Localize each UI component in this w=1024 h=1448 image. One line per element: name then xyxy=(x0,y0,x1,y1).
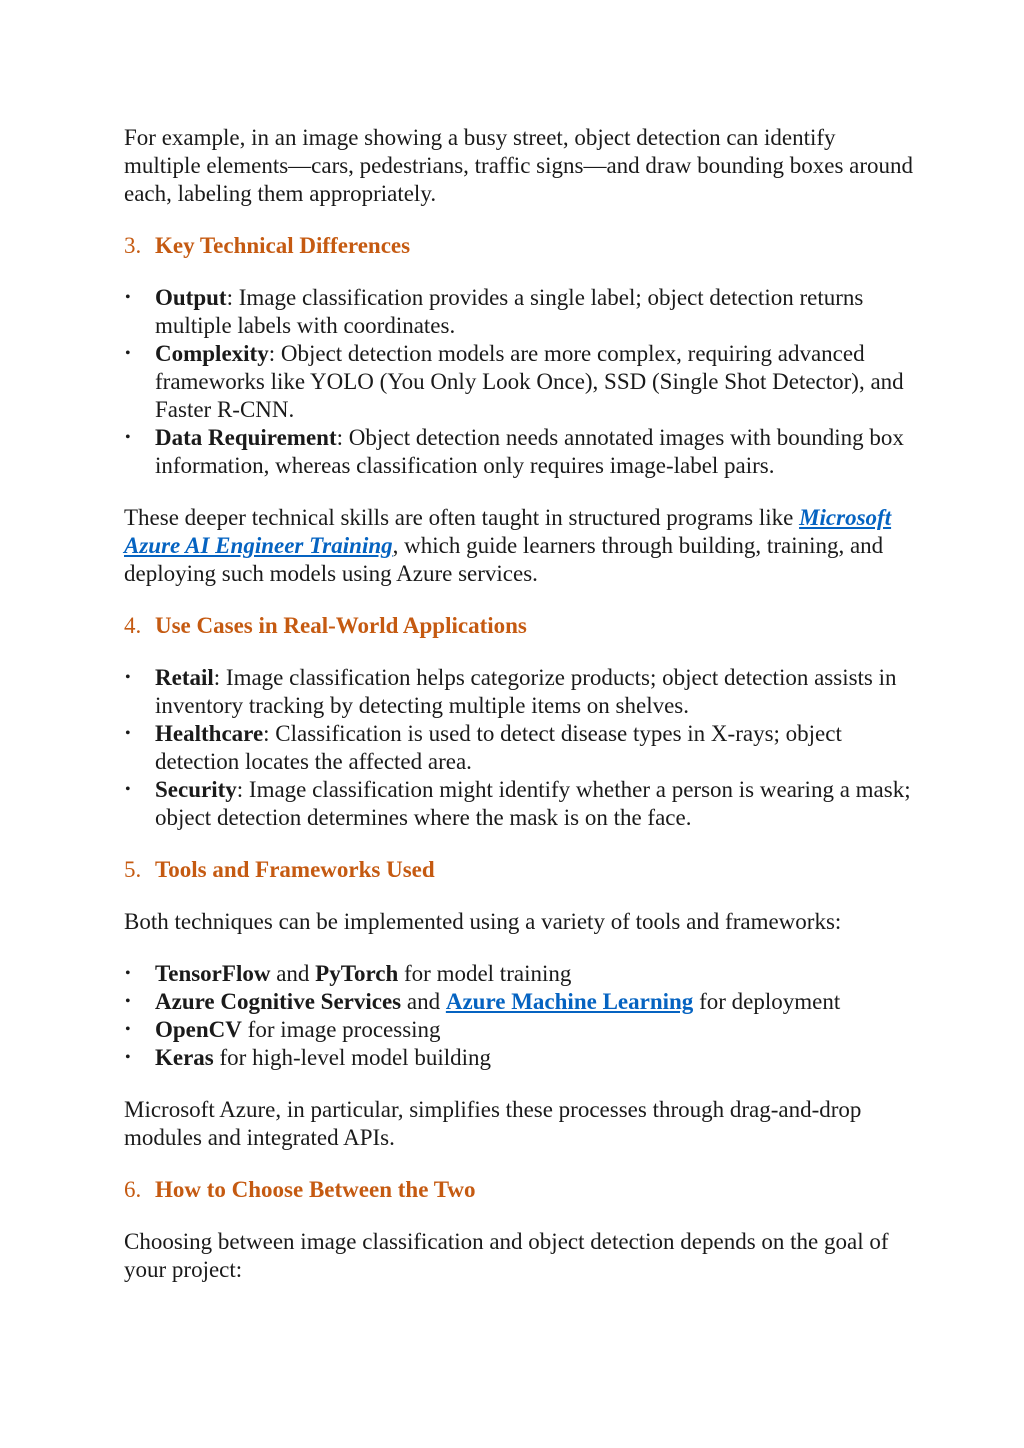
list-item-term: Data Requirement xyxy=(155,425,337,450)
azure-ai-engineer-training-link[interactable]: Microsoft Azure AI Engineer Training xyxy=(124,505,892,558)
section-3-title: Key Technical Differences xyxy=(155,233,411,258)
section-6-number: 6. xyxy=(124,1177,142,1202)
intro-paragraph: For example, in an image showing a busy street, object detection can identify multiple elements—cars, pedestrians, traffic signs—and draw bounding boxes around each, labeling them appropriately. xyxy=(124,125,914,206)
list-item-text: for high-level model building xyxy=(213,1045,491,1070)
training-text-before: These deeper technical skills are often taught in structured programs like xyxy=(124,505,800,530)
list-item xyxy=(124,424,914,480)
bullet-icon: • xyxy=(125,429,131,446)
section-5-number: 5. xyxy=(124,857,142,882)
list-item xyxy=(124,1016,914,1044)
section-5-title: Tools and Frameworks Used xyxy=(155,857,435,882)
section-6-heading xyxy=(124,1176,914,1204)
training-text-after: , which guide learners through building, training, and deploying such models using Azure services. xyxy=(124,533,884,586)
choose-paragraph: Choosing between image classification and object detection depends on the goal of your project: xyxy=(124,1229,889,1282)
list-item xyxy=(124,776,914,832)
list-item xyxy=(124,720,914,776)
bullet-icon: • xyxy=(125,993,131,1010)
section-3-list xyxy=(124,284,914,480)
document-page xyxy=(124,124,914,1308)
azure-machine-learning-link[interactable]: Azure Machine Learning xyxy=(445,989,694,1014)
list-item-text: : Image classification might identify whether a person is wearing a mask; object detection determines where the mask is on the face. xyxy=(155,777,911,830)
section-4-number: 4. xyxy=(124,613,142,638)
list-item xyxy=(124,340,914,424)
bullet-icon: • xyxy=(125,781,131,798)
section-6-title: How to Choose Between the Two xyxy=(155,1177,476,1202)
section-4-list xyxy=(124,664,914,832)
tool-name: TensorFlow xyxy=(155,961,271,986)
list-item-text: for image processing xyxy=(241,1017,441,1042)
training-paragraph xyxy=(124,504,914,588)
section-4-title: Use Cases in Real-World Applications xyxy=(155,613,527,638)
list-item xyxy=(124,664,914,720)
list-item xyxy=(124,988,914,1016)
bullet-icon: • xyxy=(125,289,131,306)
bullet-icon: • xyxy=(125,345,131,362)
bullet-icon: • xyxy=(125,725,131,742)
section-5-heading xyxy=(124,856,914,884)
list-item-text: : Object detection models are more complex, requiring advanced frameworks like YOLO (You Only Look Once), SSD (Single Shot Detector), and Faster R-CNN. xyxy=(155,341,904,422)
list-item-term: Healthcare xyxy=(155,721,264,746)
list-item-term: Complexity xyxy=(155,341,269,366)
bullet-icon: • xyxy=(125,1049,131,1066)
list-item-text: : Object detection needs annotated images with bounding box information, whereas classification only requires image-label pairs. xyxy=(155,425,904,478)
list-item xyxy=(124,284,914,340)
tool-name: Keras xyxy=(155,1045,214,1070)
bullet-icon: • xyxy=(125,1021,131,1038)
tools-list xyxy=(124,960,914,1072)
tools-intro-paragraph: Both techniques can be implemented using a variety of tools and frameworks: xyxy=(124,909,842,934)
list-item-term: Security xyxy=(155,777,237,802)
list-item-term: Output xyxy=(155,285,227,310)
tool-name: OpenCV xyxy=(155,1017,242,1042)
list-item xyxy=(124,1044,914,1072)
azure-paragraph: Microsoft Azure, in particular, simplifies these processes through drag-and-drop modules and integrated APIs. xyxy=(124,1097,862,1150)
tool-name: PyTorch xyxy=(315,961,399,986)
list-item-text: : Image classification helps categorize products; object detection assists in inventory tracking by detecting multiple items on shelves. xyxy=(155,665,897,718)
list-item-text: : Classification is used to detect disease types in X-rays; object detection locates the affected area. xyxy=(155,721,842,774)
list-item-term: Retail xyxy=(155,665,214,690)
list-item xyxy=(124,960,914,988)
tool-name: Azure Cognitive Services xyxy=(155,989,402,1014)
bullet-icon: • xyxy=(125,965,131,982)
list-item-text: and xyxy=(270,961,316,986)
bullet-icon: • xyxy=(125,669,131,686)
list-item-text: : Image classification provides a single label; object detection returns multiple labels with coordinates. xyxy=(155,285,864,338)
list-item-text: for deployment xyxy=(693,989,841,1014)
section-4-heading xyxy=(124,612,914,640)
list-item-text: for model training xyxy=(398,961,572,986)
list-item-text: and xyxy=(401,989,446,1014)
section-3-heading xyxy=(124,232,914,260)
section-3-number: 3. xyxy=(124,233,142,258)
